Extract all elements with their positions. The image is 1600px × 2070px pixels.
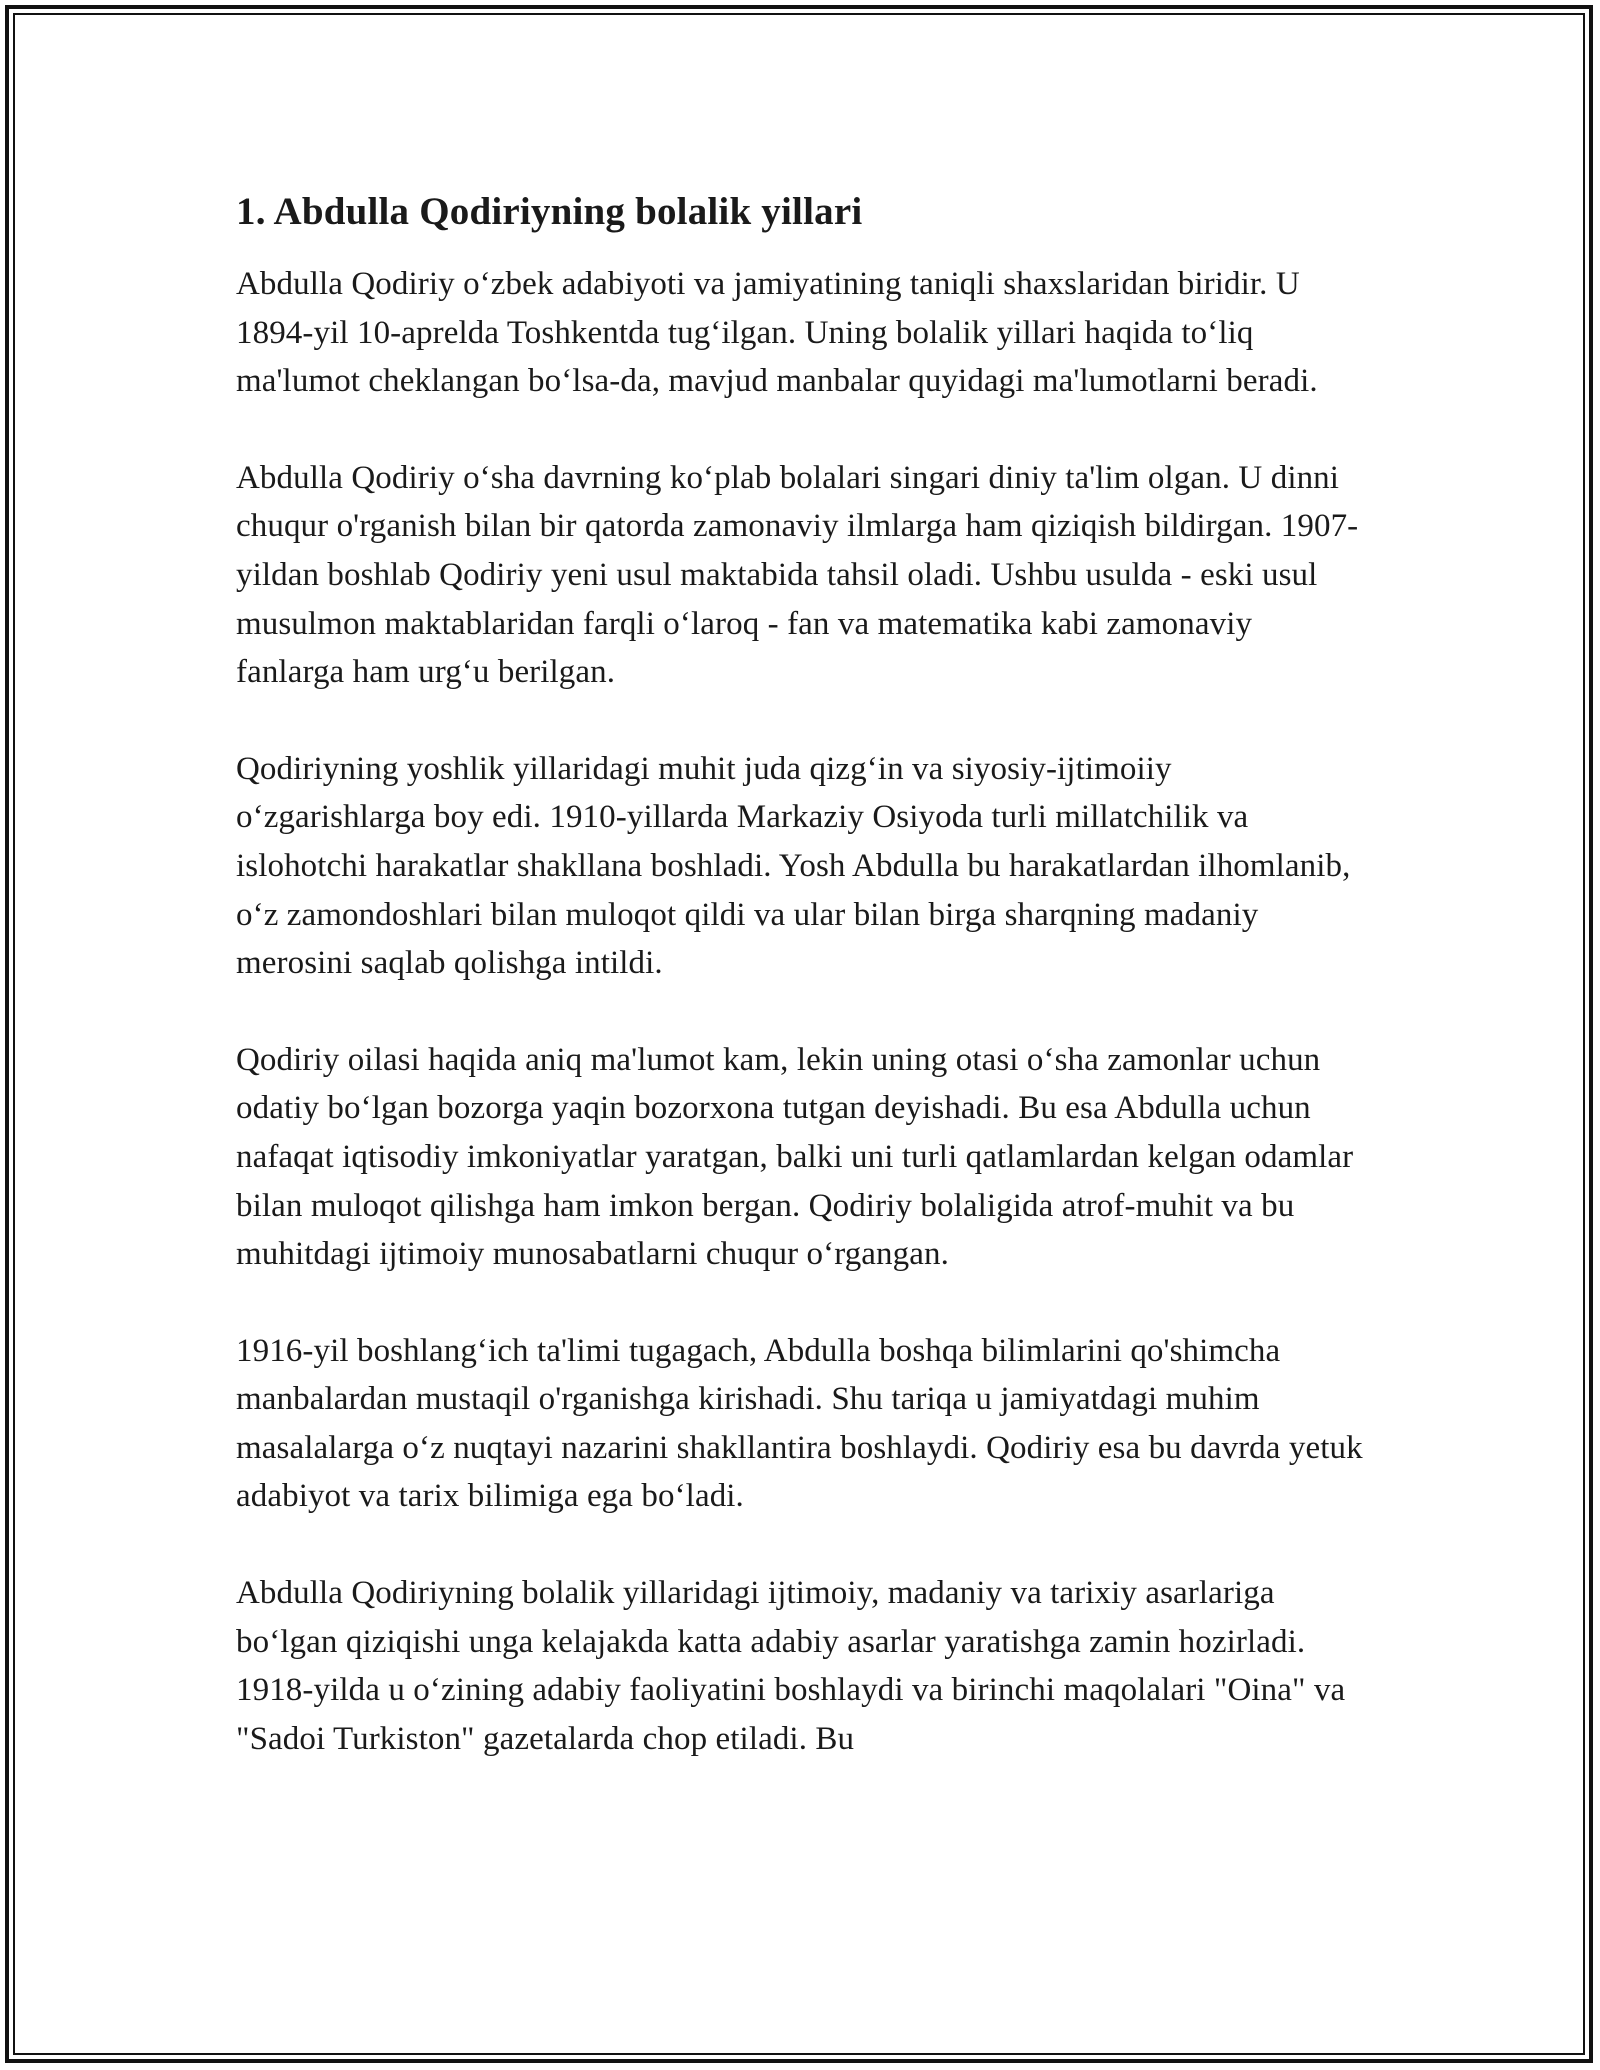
document-body	[236, 188, 1366, 1763]
paragraph-2: Abdulla Qodiriy o‘sha davrning ko‘plab bolalari singari diniy ta'lim olgan. U dinni chuqur o'rganish bilan bir qatorda zamonaviy ilmlarga ham qiziqish bildirgan. 1907-yildan boshlab Qodiriy yeni usul maktabida tahsil oladi. Ushbu usulda - eski usul musulmon maktablaridan farqli o‘laroq - fan va matematika kabi zamonaviy fanlarga ham urg‘u berilgan.	[236, 459, 1359, 691]
paragraph-3: Qodiriyning yoshlik yillaridagi muhit juda qizg‘in va siyosiy-ijtimoiiy o‘zgarishlarga boy edi. 1910-yillarda Markaziy Osiyoda turli millatchilik va islohotchi harakatlar shakllana boshladi. Yosh Abdulla bu harakatlardan ilhomlanib, o‘z zamondoshlari bilan muloqot qildi va ular bilan birga sharqning madaniy merosini saqlab qolishga intildi.	[236, 750, 1351, 982]
section-title: 1. Abdulla Qodiriyning bolalik yillari	[236, 190, 863, 233]
paragraph-1: Abdulla Qodiriy o‘zbek adabiyoti va jamiyatining taniqli shaxslaridan biridir. U 1894-yil 10-aprelda Toshkentda tug‘ilgan. Uning bolalik yillari haqida to‘liq ma'lumot cheklangan bo‘lsa-da, mavjud manbalar quyidagi ma'lumotlarni beradi.	[236, 266, 1318, 400]
paragraph-5: 1916-yil boshlang‘ich ta'limi tugagach, Abdulla boshqa bilimlarini qo'shimcha manbalardan mustaqil o'rganishga kirishadi. Shu tariqa u jamiyatdagi muhim masalalarga o‘z nuqtayi nazarini shakllantira boshlaydi. Qodiriy esa bu davrda yetuk adabiyot va tarix bilimiga ega bo‘ladi.	[236, 1332, 1363, 1515]
paragraph-4: Qodiriy oilasi haqida aniq ma'lumot kam, lekin uning otasi o‘sha zamonlar uchun odatiy bo‘lgan bozorga yaqin bozorxona tutgan deyishadi. Bu esa Abdulla uchun nafaqat iqtisodiy imkoniyatlar yaratgan, balki uni turli qatlamlardan kelgan odamlar bilan muloqot qilishga ham imkon bergan. Qodiriy bolaligida atrof-muhit va bu muhitdagi ijtimoiy munosabatlarni chuqur o‘rgangan.	[236, 1041, 1354, 1273]
paragraph-6: Abdulla Qodiriyning bolalik yillaridagi ijtimoiy, madaniy va tarixiy asarlariga bo‘lgan qiziqishi unga kelajakda katta adabiy asarlar yaratishga zamin hozirladi. 1918-yilda u o‘zining adabiy faoliyatini boshlaydi va birinchi maqolalari "Oina" va "Sadoi Turkiston" gazetalarda chop etiladi. Bu	[236, 1575, 1346, 1757]
